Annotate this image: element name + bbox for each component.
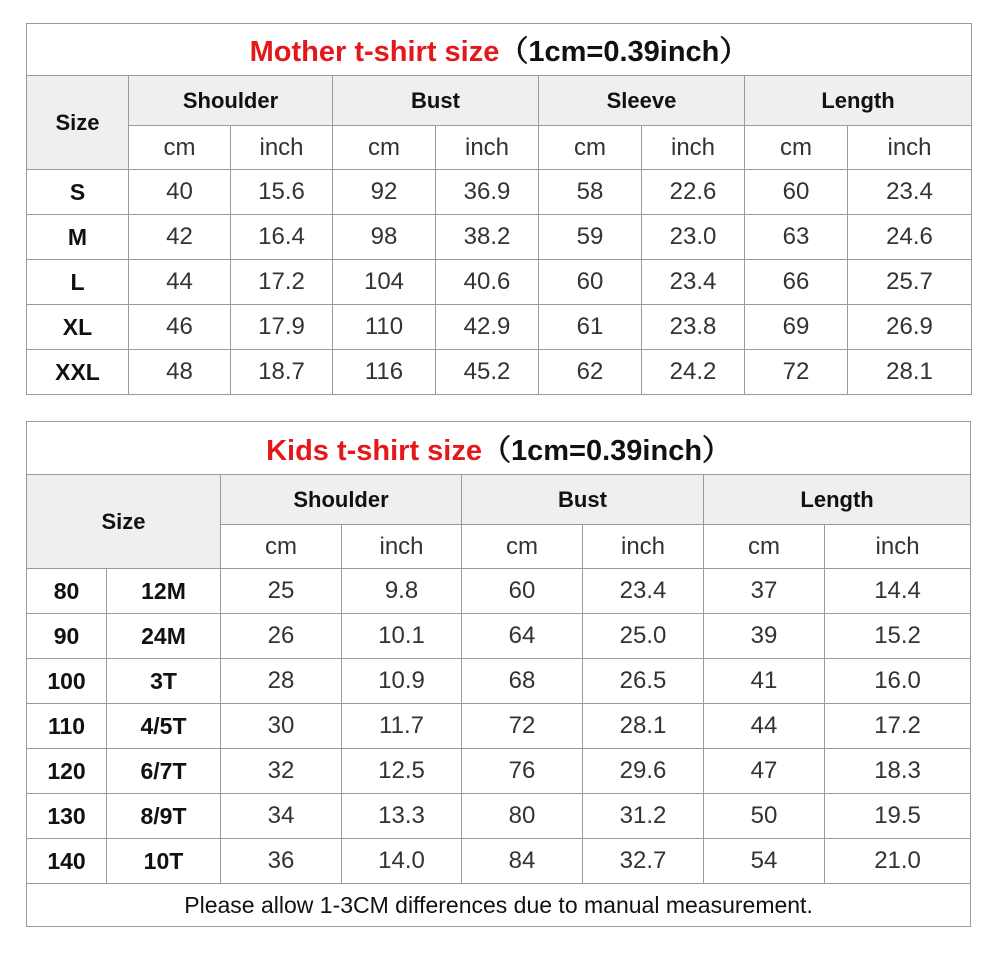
size-cell: 110 — [27, 704, 107, 749]
value-cell: 46 — [129, 305, 231, 350]
kids-size-header: Size — [27, 475, 221, 569]
mother-header-sleeve: Sleeve — [539, 76, 745, 126]
size-cell: XXL — [27, 350, 129, 395]
value-cell: 72 — [462, 704, 583, 749]
mother-size-table — [26, 23, 972, 395]
value-cell: 38.2 — [436, 215, 539, 260]
value-cell: 15.2 — [825, 614, 971, 659]
value-cell: 9.8 — [342, 569, 462, 614]
measurement-note: Please allow 1-3CM differences due to manual measurement. — [27, 884, 971, 927]
size-cell: 120 — [27, 749, 107, 794]
mother-table-title — [27, 24, 972, 76]
value-cell: 58 — [539, 170, 642, 215]
unit-inch: inch — [436, 126, 539, 170]
value-cell: 24.6 — [848, 215, 972, 260]
kids-table-title — [27, 422, 971, 475]
value-cell: 17.2 — [825, 704, 971, 749]
value-cell: 15.6 — [231, 170, 333, 215]
unit-inch: inch — [583, 525, 704, 569]
table-row — [27, 749, 971, 794]
value-cell: 60 — [462, 569, 583, 614]
value-cell: 14.0 — [342, 839, 462, 884]
value-cell: 62 — [539, 350, 642, 395]
value-cell: 23.4 — [642, 260, 745, 305]
value-cell: 37 — [704, 569, 825, 614]
value-cell: 66 — [745, 260, 848, 305]
unit-cm: cm — [462, 525, 583, 569]
value-cell: 24.2 — [642, 350, 745, 395]
age-cell: 8/9T — [107, 794, 221, 839]
value-cell: 84 — [462, 839, 583, 884]
value-cell: 31.2 — [583, 794, 704, 839]
value-cell: 21.0 — [825, 839, 971, 884]
value-cell: 39 — [704, 614, 825, 659]
table-row — [27, 305, 972, 350]
mother-header-shoulder: Shoulder — [129, 76, 333, 126]
value-cell: 54 — [704, 839, 825, 884]
value-cell: 22.6 — [642, 170, 745, 215]
unit-cm: cm — [333, 126, 436, 170]
mother-header-bust: Bust — [333, 76, 539, 126]
kids-table-body — [27, 569, 971, 884]
size-cell: 140 — [27, 839, 107, 884]
value-cell: 45.2 — [436, 350, 539, 395]
kids-title-main: Kids t-shirt size — [266, 434, 482, 467]
value-cell: 25.7 — [848, 260, 972, 305]
mother-title-main: Mother t-shirt size — [249, 36, 500, 68]
kids-title-conversion: （1cm=0.39inch） — [482, 434, 732, 467]
value-cell: 19.5 — [825, 794, 971, 839]
value-cell: 36 — [221, 839, 342, 884]
age-cell: 10T — [107, 839, 221, 884]
table-row — [27, 839, 971, 884]
size-cell: 100 — [27, 659, 107, 704]
size-cell: 80 — [27, 569, 107, 614]
value-cell: 12.5 — [342, 749, 462, 794]
value-cell: 23.8 — [642, 305, 745, 350]
value-cell: 11.7 — [342, 704, 462, 749]
value-cell: 68 — [462, 659, 583, 704]
value-cell: 42.9 — [436, 305, 539, 350]
value-cell: 29.6 — [583, 749, 704, 794]
size-cell: 130 — [27, 794, 107, 839]
value-cell: 32 — [221, 749, 342, 794]
value-cell: 63 — [745, 215, 848, 260]
value-cell: 36.9 — [436, 170, 539, 215]
value-cell: 14.4 — [825, 569, 971, 614]
value-cell: 44 — [129, 260, 231, 305]
table-row — [27, 569, 971, 614]
value-cell: 48 — [129, 350, 231, 395]
value-cell: 26 — [221, 614, 342, 659]
age-cell: 3T — [107, 659, 221, 704]
value-cell: 69 — [745, 305, 848, 350]
kids-size-table — [26, 421, 971, 927]
value-cell: 34 — [221, 794, 342, 839]
table-row — [27, 215, 972, 260]
value-cell: 17.2 — [231, 260, 333, 305]
value-cell: 16.4 — [231, 215, 333, 260]
size-cell: 90 — [27, 614, 107, 659]
unit-cm: cm — [221, 525, 342, 569]
value-cell: 26.5 — [583, 659, 704, 704]
age-cell: 12M — [107, 569, 221, 614]
unit-cm: cm — [129, 126, 231, 170]
kids-header-bust: Bust — [462, 475, 704, 525]
value-cell: 10.9 — [342, 659, 462, 704]
value-cell: 104 — [333, 260, 436, 305]
value-cell: 25 — [221, 569, 342, 614]
table-row — [27, 704, 971, 749]
unit-inch: inch — [848, 126, 972, 170]
value-cell: 17.9 — [231, 305, 333, 350]
value-cell: 30 — [221, 704, 342, 749]
size-cell: L — [27, 260, 129, 305]
unit-cm: cm — [704, 525, 825, 569]
value-cell: 76 — [462, 749, 583, 794]
value-cell: 40 — [129, 170, 231, 215]
value-cell: 47 — [704, 749, 825, 794]
table-row — [27, 170, 972, 215]
value-cell: 61 — [539, 305, 642, 350]
value-cell: 40.6 — [436, 260, 539, 305]
size-cell: XL — [27, 305, 129, 350]
size-cell: S — [27, 170, 129, 215]
value-cell: 28 — [221, 659, 342, 704]
value-cell: 42 — [129, 215, 231, 260]
value-cell: 110 — [333, 305, 436, 350]
value-cell: 80 — [462, 794, 583, 839]
mother-header-length: Length — [745, 76, 972, 126]
value-cell: 16.0 — [825, 659, 971, 704]
value-cell: 18.3 — [825, 749, 971, 794]
value-cell: 26.9 — [848, 305, 972, 350]
value-cell: 60 — [539, 260, 642, 305]
value-cell: 92 — [333, 170, 436, 215]
size-cell: M — [27, 215, 129, 260]
mother-size-header: Size — [27, 76, 129, 170]
value-cell: 23.4 — [583, 569, 704, 614]
unit-inch: inch — [825, 525, 971, 569]
value-cell: 59 — [539, 215, 642, 260]
age-cell: 6/7T — [107, 749, 221, 794]
table-row — [27, 794, 971, 839]
unit-cm: cm — [539, 126, 642, 170]
value-cell: 18.7 — [231, 350, 333, 395]
value-cell: 116 — [333, 350, 436, 395]
unit-inch: inch — [642, 126, 745, 170]
unit-inch: inch — [231, 126, 333, 170]
mother-title-conversion: （1cm=0.39inch） — [499, 36, 749, 68]
value-cell: 23.0 — [642, 215, 745, 260]
value-cell: 98 — [333, 215, 436, 260]
value-cell: 13.3 — [342, 794, 462, 839]
unit-cm: cm — [745, 126, 848, 170]
age-cell: 24M — [107, 614, 221, 659]
value-cell: 41 — [704, 659, 825, 704]
value-cell: 25.0 — [583, 614, 704, 659]
mother-table-body — [27, 170, 972, 395]
table-row — [27, 614, 971, 659]
value-cell: 50 — [704, 794, 825, 839]
value-cell: 28.1 — [848, 350, 972, 395]
value-cell: 32.7 — [583, 839, 704, 884]
age-cell: 4/5T — [107, 704, 221, 749]
value-cell: 64 — [462, 614, 583, 659]
value-cell: 44 — [704, 704, 825, 749]
unit-inch: inch — [342, 525, 462, 569]
table-row — [27, 260, 972, 305]
kids-header-shoulder: Shoulder — [221, 475, 462, 525]
value-cell: 23.4 — [848, 170, 972, 215]
table-row — [27, 350, 972, 395]
value-cell: 72 — [745, 350, 848, 395]
value-cell: 10.1 — [342, 614, 462, 659]
value-cell: 60 — [745, 170, 848, 215]
kids-header-length: Length — [704, 475, 971, 525]
table-row — [27, 659, 971, 704]
value-cell: 28.1 — [583, 704, 704, 749]
